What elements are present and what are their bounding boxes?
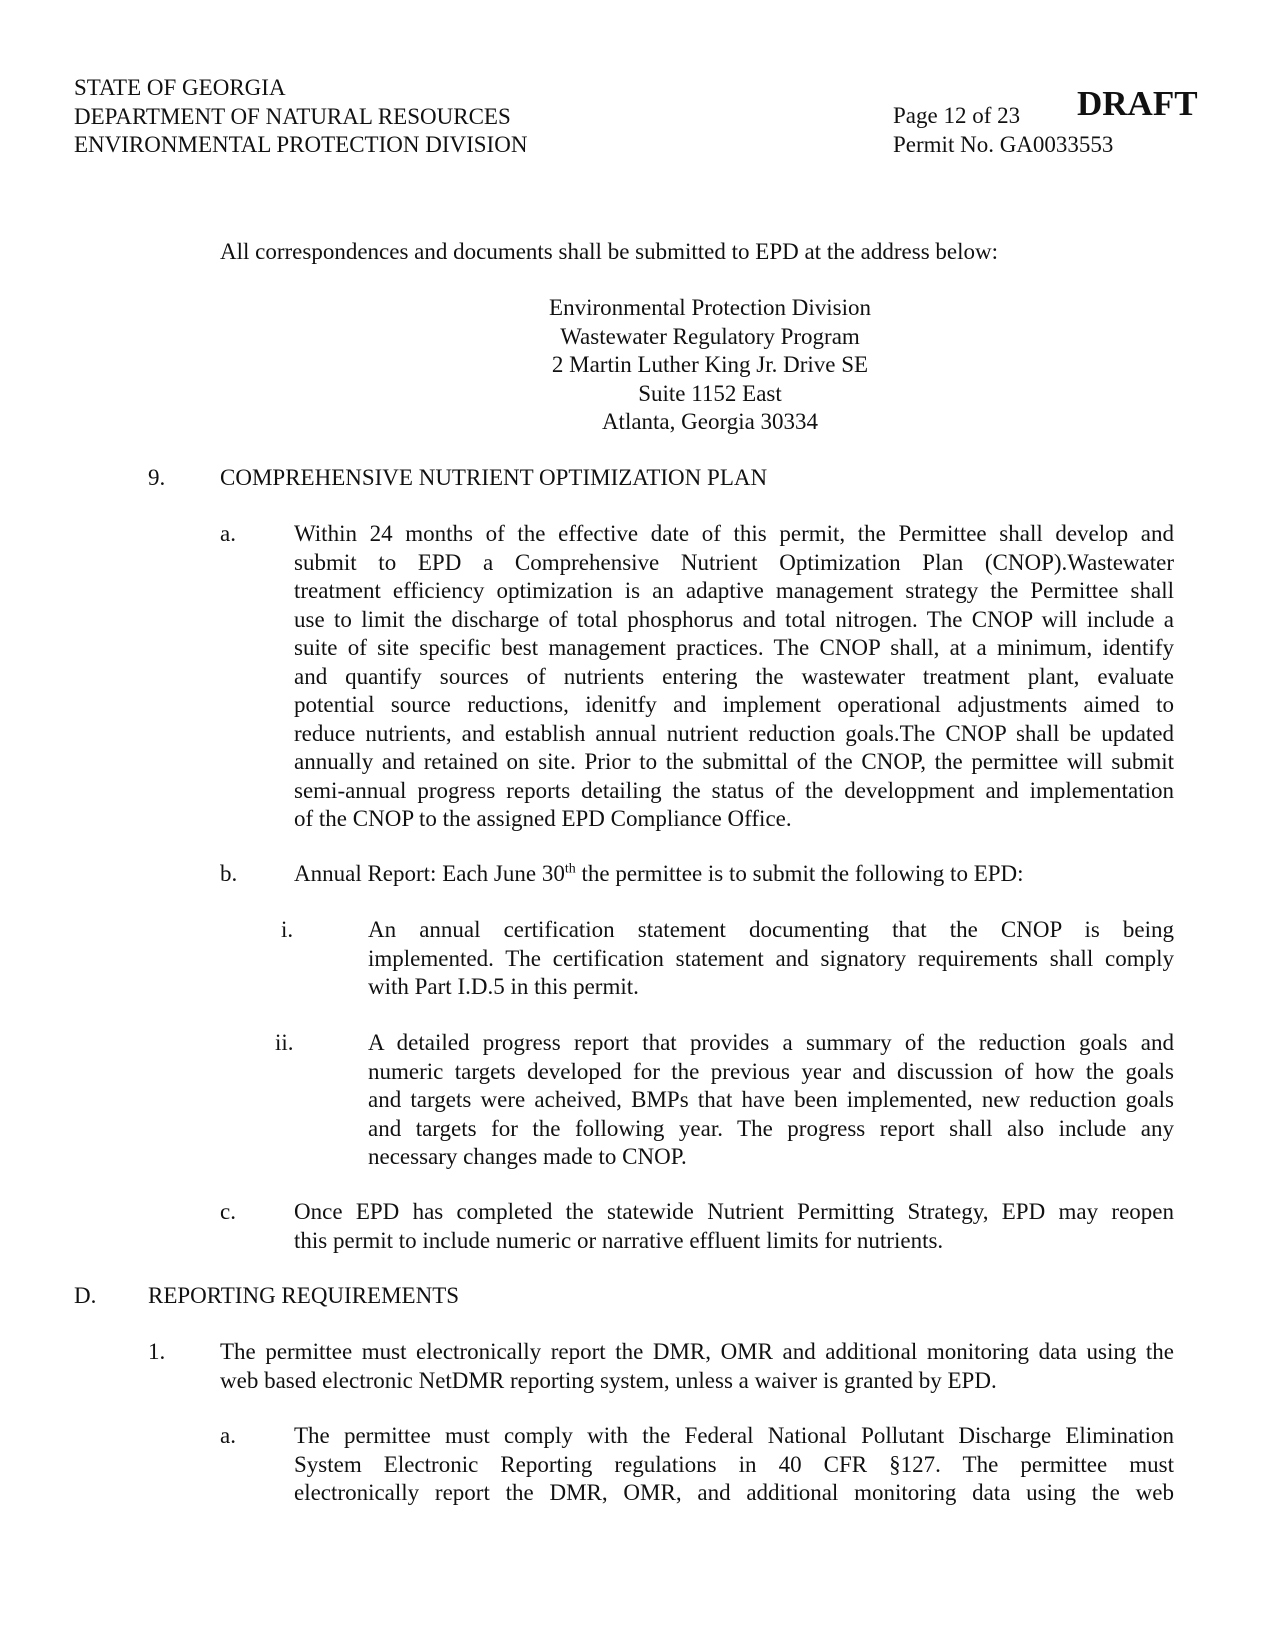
paragraph-line: web based electronic NetDMR reporting system, unless a waiver is granted by EPD. [220, 1367, 997, 1393]
paragraph-line: The permittee must comply with the Federal National Pollutant Discharge Elimination [294, 1423, 1174, 1448]
item-1-number: 1. [148, 1339, 166, 1364]
section-9-title: COMPREHENSIVE NUTRIENT OPTIMIZATION PLAN [220, 465, 768, 490]
paragraph-line: semi-annual progress reports detailing the status of the developpment and implementation [294, 777, 1174, 803]
address-line: Wastewater Regulatory Program [560, 323, 860, 349]
draft-stamp: DRAFT [1077, 84, 1198, 123]
item-c-label: c. [220, 1199, 236, 1224]
item-1a-paragraph [294, 1422, 1174, 1508]
paragraph-line: Once EPD has completed the statewide Nutrient Permitting Strategy, EPD may reopen [294, 1199, 1174, 1224]
paragraph-line: submit to EPD a Comprehensive Nutrient Optimization Plan (CNOP).Wastewater [294, 549, 1174, 575]
paragraph-line: necessary changes made to CNOP. [368, 1144, 687, 1169]
section-9-number: 9. [148, 465, 166, 490]
item-c-paragraph [294, 1198, 1174, 1255]
paragraph-line: An annual certification statement documenting that the CNOP is being [368, 917, 1174, 942]
paragraph-line: treatment efficiency optimization is an adaptive management strategy the Permittee shall [294, 578, 1174, 603]
mailing-address [220, 294, 1200, 437]
paragraph-line: implemented. The certification statement and signatory requirements shall comply [368, 945, 1174, 971]
agency-department: DEPARTMENT OF NATURAL RESOURCES [74, 103, 511, 129]
ordinal-superscript: th [564, 861, 576, 877]
item-a-paragraph [294, 520, 1174, 834]
item-b-text [294, 860, 1024, 889]
item-b-label: b. [220, 861, 238, 886]
address-line: Environmental Protection Division [549, 295, 871, 320]
item-ii-paragraph [368, 1029, 1174, 1172]
item-1-paragraph [220, 1338, 1174, 1395]
address-line: Suite 1152 East [638, 380, 782, 406]
paragraph-line: with Part I.D.5 in this permit. [368, 974, 639, 999]
paragraph-line: use to limit the discharge of total phosphorus and total nitrogen. The CNOP will include a [294, 606, 1174, 632]
annual-report-text-rest: the permittee is to submit the following to EPD: [575, 861, 1024, 886]
paragraph-line: potential source reductions, idenitfy and implement operational adjustments aimed to [294, 692, 1174, 717]
annual-report-text: Annual Report: Each June 30 [294, 861, 565, 886]
paragraph-line: suite of site specific best management practices. The CNOP shall, at a minimum, identify [294, 635, 1174, 660]
item-ii-label: ii. [275, 1030, 294, 1055]
paragraph-line: A detailed progress report that provides a summary of the reduction goals and [368, 1030, 1174, 1055]
submission-intro: All correspondences and documents shall be submitted to EPD at the address below: [220, 239, 998, 264]
paragraph-line: electronically report the DMR, OMR, and additional monitoring data using the web [294, 1480, 1174, 1505]
agency-division: ENVIRONMENTAL PROTECTION DIVISION [74, 132, 528, 157]
paragraph-line: of the CNOP to the assigned EPD Compliance Office. [294, 806, 792, 831]
item-1a-label: a. [220, 1423, 236, 1448]
page-number: Page 12 of 23 [893, 103, 1021, 128]
paragraph-line: and targets for the following year. The progress report shall also include any [368, 1115, 1174, 1141]
paragraph-line: and targets were acheived, BMPs that have been implemented, new reduction goals [368, 1087, 1174, 1112]
paragraph-line: The permittee must electronically report the DMR, OMR and additional monitoring data using the [220, 1339, 1174, 1364]
section-d-letter: D. [74, 1283, 97, 1308]
paragraph-line: Within 24 months of the effective date of this permit, the Permittee shall develop and [294, 521, 1174, 546]
paragraph-line: annually and retained on site. Prior to the submittal of the CNOP, the permittee will submit [294, 749, 1174, 774]
paragraph-line: System Electronic Reporting regulations in 40 CFR §127. The permittee must [294, 1451, 1174, 1477]
agency-header [74, 74, 527, 160]
section-d-title: REPORTING REQUIREMENTS [148, 1283, 460, 1308]
permit-number: Permit No. GA0033553 [893, 131, 1114, 157]
address-line: 2 Martin Luther King Jr. Drive SE [551, 352, 869, 377]
item-a-label: a. [220, 521, 236, 546]
paragraph-line: and quantify sources of nutrients entering the wastewater treatment plant, evaluate [294, 663, 1174, 689]
item-i-label: i. [281, 917, 294, 942]
paragraph-line: numeric targets developed for the previous year and discussion of how the goals [368, 1058, 1174, 1084]
paragraph-line: reduce nutrients, and establish annual nutrient reduction goals.The CNOP shall be updated [294, 720, 1174, 746]
agency-state: STATE OF GEORGIA [74, 75, 286, 100]
address-line: Atlanta, Georgia 30334 [601, 409, 819, 434]
item-i-paragraph [368, 916, 1174, 1002]
paragraph-line: this permit to include numeric or narrative effluent limits for nutrients. [294, 1227, 944, 1253]
